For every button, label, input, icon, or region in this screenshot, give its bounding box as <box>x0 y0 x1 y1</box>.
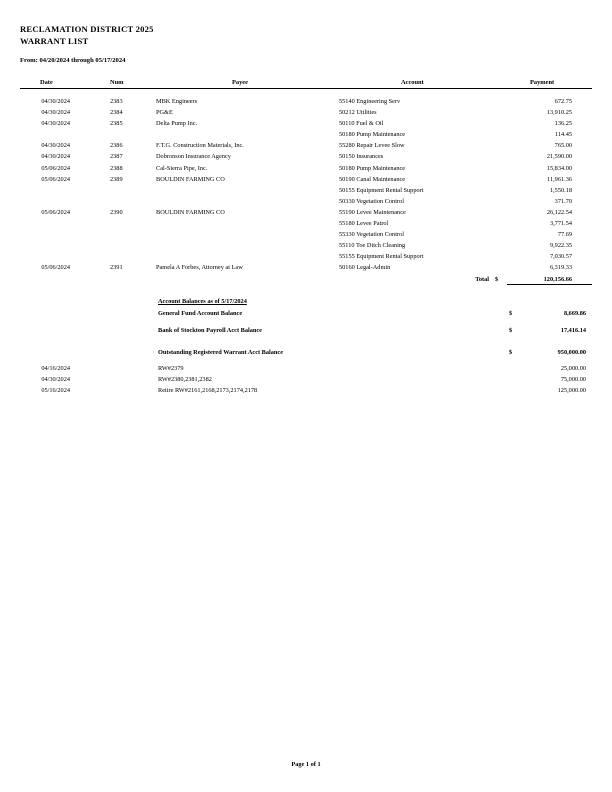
total-label: Total <box>475 275 489 283</box>
row-num: 2384 <box>110 109 123 117</box>
row-payee: Dobronson Insurance Agency <box>156 153 231 161</box>
row-payee: PG&E <box>156 109 173 117</box>
row-date <box>0 251 70 262</box>
row-date: 05/06/2024 <box>41 208 70 216</box>
table-row <box>0 140 572 151</box>
page-footer: Page 1 of 1 <box>291 761 321 768</box>
row-account: 50212 Utilities <box>339 109 377 117</box>
warrant-balance-date: 04/30/2024 <box>41 376 70 383</box>
row-amount: 26,122.54 <box>546 208 572 216</box>
row-payee <box>156 229 339 240</box>
table-row <box>0 218 572 229</box>
row-payee <box>156 196 339 207</box>
warrant-balance-date: 05/16/2024 <box>41 387 70 394</box>
row-amount: 15,834.00 <box>546 164 572 172</box>
total-row <box>0 274 572 285</box>
row-account: 55180 Levee Patrol <box>339 220 389 228</box>
row-payee: BOULDIN FARMING CO <box>156 208 225 216</box>
row-date: 04/30/2024 <box>41 120 70 128</box>
warrant-balance-date: 04/16/2024 <box>41 365 70 372</box>
table-row <box>0 163 572 174</box>
warrant-balance-row <box>0 374 586 385</box>
balances-section <box>0 296 586 396</box>
row-num: 2387 <box>110 153 123 161</box>
row-payee <box>156 129 339 140</box>
row-amount: 371.70 <box>554 197 572 205</box>
warrant-balance-amount: 75,000.00 <box>560 376 586 383</box>
row-num: 2385 <box>110 120 123 128</box>
row-num <box>110 129 156 140</box>
row-num <box>110 218 156 229</box>
document-title: RECLAMATION DISTRICT 2025 <box>20 24 154 34</box>
row-date: 05/06/2024 <box>41 264 70 272</box>
table-row <box>0 240 572 251</box>
table-row <box>0 107 572 118</box>
row-num: 2389 <box>110 175 123 183</box>
outstanding-label: Outstanding Registered Warrant Acct Balance <box>158 348 283 356</box>
general-fund-amount: 8,669.86 <box>563 309 586 317</box>
row-payee: F.T.G. Construction Materials, Inc. <box>156 142 244 150</box>
row-amount: 77.69 <box>557 231 572 239</box>
row-num <box>110 229 156 240</box>
row-date <box>0 218 70 229</box>
total-currency: $ <box>495 275 499 283</box>
row-num: 2391 <box>110 264 123 272</box>
row-account: 55155 Equipment Rental Support <box>339 253 424 261</box>
table-row <box>0 207 572 218</box>
row-date: 04/30/2024 <box>41 153 70 161</box>
payroll-currency: $ <box>509 326 513 334</box>
document-subtitle: WARRANT LIST <box>20 36 89 46</box>
row-amount: 1,550.18 <box>549 186 572 194</box>
table-row <box>0 229 572 240</box>
row-num: 2386 <box>110 142 123 150</box>
warrant-balance-label: RW#2380,2381,2382 <box>158 376 212 383</box>
row-date <box>0 240 70 251</box>
column-header-date: Date <box>40 79 53 86</box>
outstanding-currency: $ <box>509 348 513 356</box>
outstanding-amount: 950,000.00 <box>557 348 586 356</box>
row-account: 55330 Vegetation Control <box>339 231 404 239</box>
table-row <box>0 251 572 262</box>
row-amount: 6,319.33 <box>549 264 572 272</box>
row-payee <box>156 240 339 251</box>
row-payee <box>156 251 339 262</box>
row-amount: 9,922.35 <box>549 242 572 250</box>
row-payee: BOULDIN FARMING CO <box>156 175 225 183</box>
general-fund-label: General Fund Account Balance <box>158 309 243 317</box>
row-amount: 11,961.36 <box>547 175 572 183</box>
row-account: 55110 Toe Ditch Cleaning <box>339 242 406 250</box>
total-amount: 120,156.66 <box>543 275 572 283</box>
column-header-account: Account <box>401 79 424 86</box>
warrant-table <box>0 96 572 285</box>
table-row <box>0 174 572 185</box>
row-num <box>110 196 156 207</box>
total-rule <box>507 284 592 285</box>
row-account: 50330 Vegetation Control <box>339 197 404 205</box>
row-account: 55280 Repair Levee Slow <box>339 142 405 150</box>
row-num <box>110 240 156 251</box>
row-account: 55140 Engineering Serv <box>339 98 401 105</box>
warrant-balance-row <box>0 363 586 374</box>
table-row <box>0 151 572 162</box>
row-num: 2390 <box>110 208 123 216</box>
balances-heading: Account Balances as of 5/17/2024 <box>158 298 247 305</box>
row-amount: 672.75 <box>554 98 572 105</box>
table-row <box>0 262 572 273</box>
row-num: 2388 <box>110 164 123 172</box>
warrant-balance-amount: 125,000.00 <box>557 387 586 394</box>
row-date <box>0 129 70 140</box>
warrant-balance-label: RW#2379 <box>158 365 184 372</box>
row-payee: Cal-Sierra Pipe, Inc. <box>156 164 208 172</box>
row-account: 50110 Fuel & Oil <box>339 120 384 128</box>
row-account: 50155 Equipment Rental Support <box>339 186 424 194</box>
row-amount: 7,030.57 <box>549 253 572 261</box>
row-payee <box>156 218 339 229</box>
table-row <box>0 129 572 140</box>
warrant-balance-row <box>0 385 586 396</box>
row-account: 50160 Legal-Admin <box>339 264 391 272</box>
table-row <box>0 96 572 107</box>
payroll-label: Bank of Stockton Payroll Acct Balance <box>158 326 262 334</box>
row-num: 2383 <box>110 98 123 105</box>
row-account: 55190 Levee Maintenance <box>339 208 406 216</box>
row-date: 05/06/2024 <box>41 175 70 183</box>
row-num <box>110 185 156 196</box>
row-amount: 136.25 <box>554 120 572 128</box>
row-amount: 13,910.25 <box>546 109 572 117</box>
warrant-balance-amount: 25,000.00 <box>560 365 586 372</box>
row-account: 50150 Insurances <box>339 153 384 161</box>
column-header-payment: Payment <box>530 79 555 86</box>
row-date: 04/30/2024 <box>41 109 70 117</box>
date-range: From: 04/20/2024 through 05/17/2024 <box>20 57 126 64</box>
column-header-payee: Payee <box>232 79 248 86</box>
table-row <box>0 118 572 129</box>
table-row <box>0 196 572 207</box>
table-row <box>0 185 572 196</box>
header-rule <box>20 88 592 89</box>
warrant-balance-label: Retire RW#2161,2168,2173,2174,2178 <box>158 387 258 394</box>
row-num <box>110 251 156 262</box>
row-date: 05/06/2024 <box>41 164 70 172</box>
row-account: 50190 Canal Maintenance <box>339 175 406 183</box>
row-payee: MBK Engineers <box>156 98 198 105</box>
column-header-num: Num <box>110 79 124 86</box>
row-payee <box>156 185 339 196</box>
row-amount: 3,771.54 <box>549 220 572 228</box>
row-payee: Pamela A Forbes, Attorney at Law <box>156 264 243 272</box>
row-account: 50180 Pump Maintenance <box>339 164 406 172</box>
row-date <box>0 229 70 240</box>
payroll-amount: 17,416.14 <box>560 326 586 334</box>
row-amount: 21,590.00 <box>546 153 572 161</box>
row-payee: Delta Pump Inc. <box>156 120 198 128</box>
row-account: 50180 Pump Maintenance <box>339 131 406 139</box>
general-fund-currency: $ <box>509 309 513 317</box>
row-date: 04/30/2024 <box>41 98 70 105</box>
row-amount: 765.00 <box>554 142 572 150</box>
row-date: 04/30/2024 <box>41 142 70 150</box>
row-date <box>0 196 70 207</box>
row-date <box>0 185 70 196</box>
row-amount: 114.45 <box>554 131 572 139</box>
